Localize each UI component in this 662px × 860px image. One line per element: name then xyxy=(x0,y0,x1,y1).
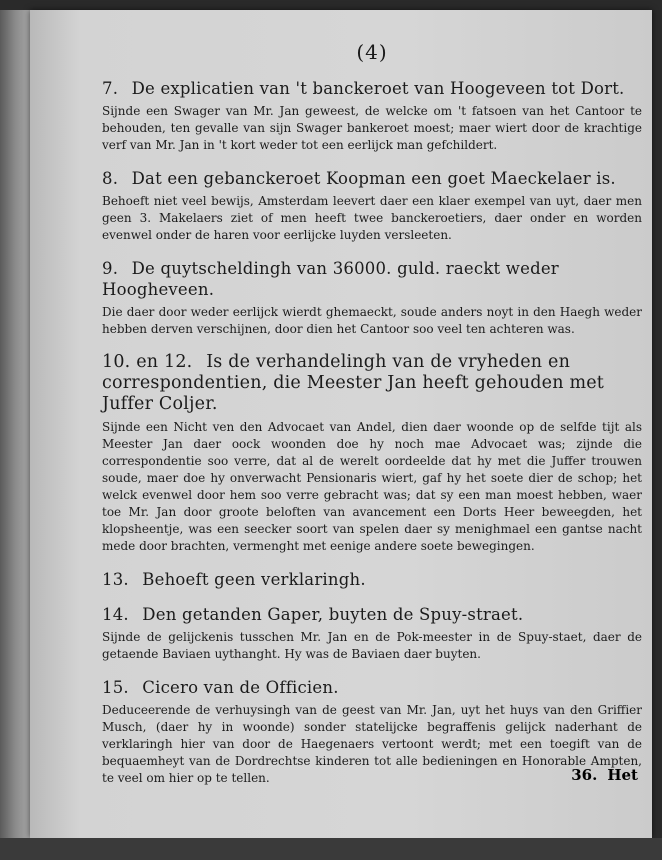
item-title: Dat een gebanckeroet Koopman een goet Maeckelaer is. xyxy=(131,169,616,188)
item-number: 9. xyxy=(102,259,119,278)
item-heading xyxy=(102,78,642,99)
item-title: Cicero van de Officien. xyxy=(142,678,339,697)
item-heading xyxy=(102,569,642,590)
item-title: De explicatien van 't banckeroet van Hoogeveen tot Dort. xyxy=(131,79,625,98)
item-9 xyxy=(102,258,642,338)
item-number: 15. xyxy=(102,678,129,697)
item-paragraph: Die daer door weder eerlijck wierdt ghemaeckt, soude anders noyt in den Haegh weder hebben derven verschijnen, door dien het Cantoor soo veel ten achteren was. xyxy=(102,305,642,336)
scan-bottom-edge xyxy=(0,838,662,860)
page-content xyxy=(102,40,642,793)
item-heading xyxy=(102,604,642,625)
item-10-12 xyxy=(102,352,642,555)
catchword-number: 36. xyxy=(571,766,598,784)
item-heading xyxy=(102,258,642,300)
page-number: (4) xyxy=(356,40,388,64)
book-binding xyxy=(0,10,30,838)
item-13 xyxy=(102,569,642,590)
item-paragraph: Sijnde de gelijckenis tusschen Mr. Jan en de Pok-meester in de Spuy-staet, daer de getaende Baviaen uythanght. Hy was de Baviaen daer buyten. xyxy=(102,630,642,661)
item-heading xyxy=(102,168,642,189)
item-paragraph: Sijnde een Swager van Mr. Jan geweest, de welcke om 't fatsoen van het Cantoor te behouden, ten gevalle van sijn Swager bankeroet moest; maer wiert door de krachtige verf van Mr. Jan in 't kort weder tot een eerlijck man gefchildert. xyxy=(102,104,642,152)
item-title: Is de verhandelingh van de vryheden en correspondentien, die Meester Jan heeft gehouden met Juffer Coljer. xyxy=(102,352,605,414)
item-number: 14. xyxy=(102,605,129,624)
item-title: De quytscheldingh van 36000. guld. raeckt weder Hoogheveen. xyxy=(102,259,559,299)
item-heading xyxy=(102,677,642,698)
item-paragraph: Sijnde een Nicht ven den Advocaet van Andel, dien daer woonde op de selfde tijt als Meester Jan daer oock woonden doe hy noch mae Advocaet was; zijnde die correspondentie soo verre, dat al de werelt oordeelde dat hy met die Juffer trouwen soude, maer doe hy onverwacht Pensionaris wiert, gaf hy het soete dier de schop; het welck evenwel door hem soo verre gebracht was; dat sy een man moest hebben, waer toe Mr. Jan door groote beloften van avancement een Dorts Heer beweegden, het klopsheentje, was een seecker soort van spelen daer sy menighmael een gantse nacht mede door brachten, vermenght met eenige andere soete bewegingen. xyxy=(102,420,642,553)
item-number: 7. xyxy=(102,79,119,98)
item-paragraph: Behoeft niet veel bewijs, Amsterdam leevert daer een klaer exempel van uyt, daer men geen 3. Makelaers ziet of men heeft twee banckeroetiers, daer onder en worden evenwel onder de haren voor eerlijcke luyden versleeten. xyxy=(102,194,642,242)
item-title: Behoeft geen verklaringh. xyxy=(142,570,366,589)
item-heading xyxy=(102,352,642,415)
item-8 xyxy=(102,168,642,244)
item-number: 13. xyxy=(102,570,129,589)
item-paragraph: Deduceerende de verhuysingh van de geest van Mr. Jan, uyt het huys van den Griffier Musch, (daer hy in woonde) sonder statelijcke begraffenis gelijck naderhant de verklaringh hier van door de Haegenaers vertoont werdt; met een toegift van de bequaemheyt van de Dordrechtse kinderen tot alle bedieningen en Honorable Ampten, te veel om hier op te tellen. xyxy=(102,703,642,785)
item-title: Den getanden Gaper, buyten de Spuy-straet. xyxy=(142,605,524,624)
catchword xyxy=(561,766,638,784)
item-number: 8. xyxy=(102,169,119,188)
catchword-word: Het xyxy=(607,766,638,784)
item-7 xyxy=(102,78,642,154)
document-page xyxy=(30,10,652,838)
item-number: 10. en 12. xyxy=(102,352,193,372)
item-14 xyxy=(102,604,642,663)
